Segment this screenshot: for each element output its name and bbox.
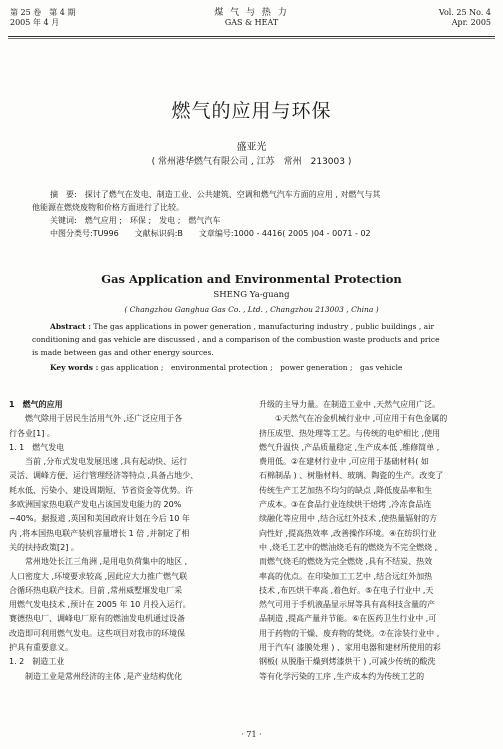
- body-line: 中 ,烧毛工艺中的燃油烧毛有的燃烧为不完全燃烧 ,: [259, 542, 438, 552]
- paper-affiliation: ( 常州港华燃气有限公司 , 江苏 常州 213003 ): [151, 157, 352, 167]
- paper-author: 盛亚光: [236, 142, 267, 153]
- english-author: SHENG Ya-guang: [213, 290, 290, 300]
- body-line: 石棉制品 ) 、树脂材料、玻璃、陶瓷的生产。改变了: [259, 471, 444, 481]
- body-line: 内 ,将本国热电联产装机容量增长 1 倍 ,并制定了相: [9, 528, 190, 538]
- body-line: 产成本。③在食品行业连续烘干焙烤 ,冷冻食品连: [259, 500, 432, 510]
- abstract-en-line: conditioning and gas vehicle are discussed , and a comparison of the combustion waste products and price: [32, 335, 440, 344]
- abstract-en-line: is made between gas and other energy sources.: [32, 348, 214, 357]
- body-line: 然气可用于手机液晶显示屏等具有高科技含量的产: [259, 600, 435, 610]
- header-date-en: Apr. 2005: [451, 18, 491, 27]
- body-line: 耗水低、污染小、建设周期短、节省资金等优势。许: [9, 485, 193, 495]
- body-line: 用于汽车( 漆膜处理 ) 、家用电器和建材所使用的彩: [259, 643, 441, 653]
- page-number: · 71 ·: [241, 730, 262, 739]
- body-line: 续融化等应用中 ,结合远红外技术 ,使热量辐射的方: [259, 514, 438, 524]
- body-line: 品制造 ,提高产量并节能。⑥在医药卫生行业中 ,可: [259, 614, 437, 624]
- header-rule-thin: [8, 38, 495, 39]
- keywords-en: [32, 361, 477, 374]
- abstract-line: 摘 要: 探讨了燃气在发电、制造工业、公共建筑、空调和燃气汽车方面的应用 , 对燃气与其: [50, 190, 381, 199]
- header-rule: [8, 36, 495, 37]
- body-line: 费用低。②在建材行业中 ,可应用于基础材料( 如: [259, 457, 429, 467]
- body-line: 行各业[1] 。: [9, 428, 55, 438]
- keywords-en-label: Key words :: [50, 363, 99, 372]
- abstract-en-label: Abstract :: [50, 322, 91, 331]
- english-title: Gas Application and Environmental Protection: [101, 272, 402, 286]
- paper-title: 燃气的应用与环保: [171, 100, 332, 122]
- section-heading: 1 燃气的应用: [9, 400, 63, 409]
- body-line: 用于药物的干燥、废弃物的焚烧。⑦在涂装行业中 ,: [259, 628, 440, 638]
- body-line: 赛德热电厂、调峰电厂原有的燃油发电机通过设备: [9, 614, 185, 624]
- body-line: 当前 ,分布式发电发展迅速 ,具有起动快、运行: [25, 457, 188, 467]
- header-journal: [0, 8, 503, 28]
- abstract-en: [32, 320, 477, 359]
- subsection-heading: 1. 1 燃气发电: [9, 442, 65, 452]
- body-line: 燃气升温快 ,产品质量稳定 ,生产成本低 ,维修简单 ,: [259, 442, 440, 452]
- journal-name-en: GAS & HEAT: [224, 18, 279, 27]
- header-date: 2005 年 4 月: [10, 18, 60, 27]
- body-line: 人口密度大 ,环境要求较高 ,因此应大力推广燃气联: [9, 571, 188, 581]
- classification-line: 中图分类号:TU996 文献标识码:B 文章编号:1000 - 4416( 2005 )04 - 0071 - 02: [50, 229, 371, 238]
- body-line: 率高的优点。在印染加工工艺中 ,结合远红外加热: [259, 571, 433, 581]
- subsection-heading: 1. 2 制造工业: [9, 657, 65, 667]
- english-affiliation: ( Changzhou Ganghua Gas Co. , Ltd. , Changzhou 213003 , China ): [124, 305, 379, 314]
- body-line: 灵活、调峰方便、运行管理经济等特点 ,具备占地少、: [9, 471, 199, 481]
- body-line: 燃气除用于居民生活用气外 ,还广泛应用于各: [25, 414, 183, 424]
- header-volume-en: Vol. 25 No. 4: [438, 8, 491, 17]
- body-line: ~40%。据报道 ,英国和美国政府计划在今后 10 年: [9, 514, 190, 524]
- body-line: 升级的主导力量。在制造工业中 ,天然气应用广泛。: [259, 400, 441, 409]
- body-line: 向性好 ,提高热效率 ,改善操作环境。④在纺织行业: [259, 528, 437, 538]
- body-left-column: [9, 398, 245, 684]
- body-line: 多欧洲国家热电联产发电占该国发电能力的 20%: [9, 500, 182, 510]
- body-line: 等有化学污染的工序 ,生产成本约为传统工艺的: [259, 671, 425, 681]
- abstract-line: 他能源在燃烧废物和价格方面进行了比较。: [32, 203, 184, 212]
- body-line: 护具有重要意义。: [9, 643, 73, 653]
- body-line: 挤压成型、热处理等工艺。与传统的电炉相比 ,使用: [259, 428, 441, 438]
- keywords-cn: 关键词: 燃气应用 ; 环保 ; 发电 ; 燃气汽车: [50, 216, 221, 225]
- body-line: 关的扶持政策[2] 。: [9, 542, 79, 552]
- body-line: 制造工业是常州经济的主体 ,是产业结构优化: [25, 671, 183, 681]
- body-right-column: [259, 398, 495, 684]
- body-line: 传统生产工艺加热不均匀的缺点 ,降低废品率和生: [259, 485, 433, 495]
- body-line: 合循环热电联产技术。目前 ,常州威墅堰发电厂采: [9, 585, 183, 595]
- body-line: 技术 ,布匹烘干率高 ,着色好。⑤在电子行业中 ,天: [259, 585, 434, 595]
- abstract-cn: [32, 188, 477, 240]
- body-line: 改造即可利用燃气发电。这些项目对我市的环境保: [9, 628, 185, 638]
- body-line: 钢板( 从脱脂干燥到烤漆烘干 ) ,可减少传统的酸洗: [259, 657, 436, 667]
- header-volume: 第 25 卷 第 4 期: [10, 8, 76, 17]
- journal-name-cn: 煤 气 与 热 力: [214, 8, 289, 18]
- keywords-en-text: gas application ; environmental protection ; power generation ; gas vehicle: [98, 363, 403, 372]
- journal-header: [0, 8, 503, 36]
- body-line: ①天然气在冶金机械行业中 ,可应用于有色金属的: [275, 414, 448, 424]
- header-issue-en: [439, 8, 491, 28]
- body-line: 用燃气发电技术 ,预计在 2005 年 10 月投入运行。: [9, 600, 191, 610]
- body-line: 常州地处长江三角洲 ,是用电负荷集中的地区 ,: [25, 557, 188, 567]
- body-line: 而燃气烧毛的燃烧为完全燃烧 ,具有不结炭、热效: [259, 557, 433, 567]
- abstract-en-line: The gas applications in power generation , manufacturing industry , public buildings , air: [90, 322, 435, 331]
